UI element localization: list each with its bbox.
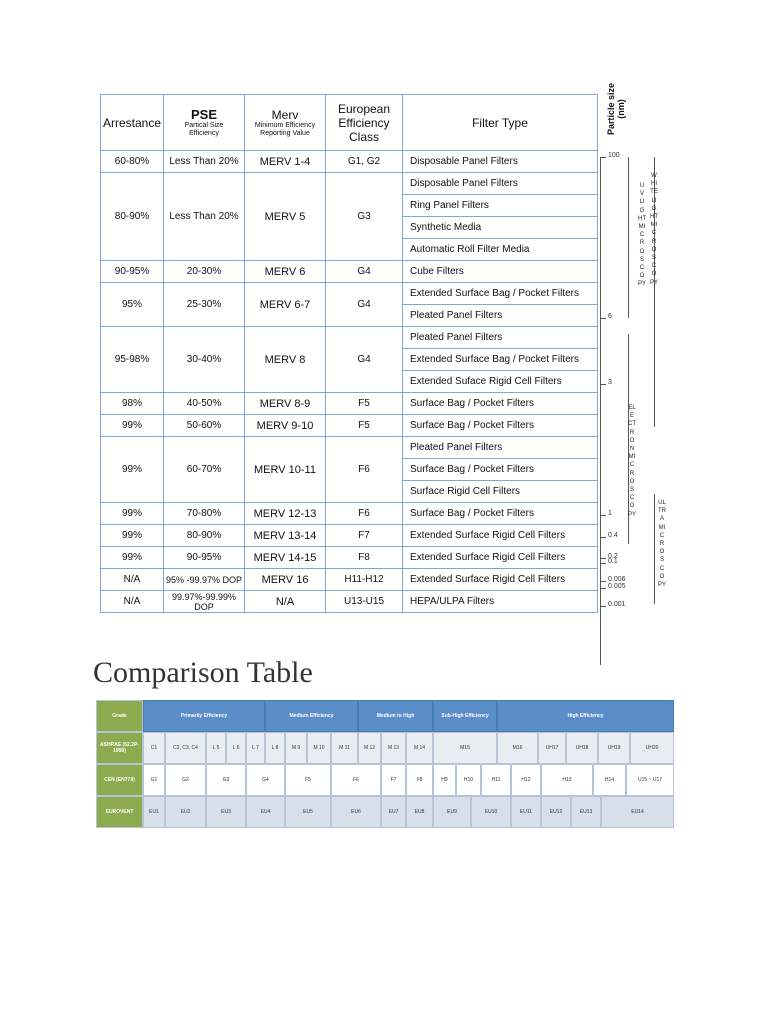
eurovent-cell: EU2: [165, 796, 206, 828]
ashrae-cell: M 9: [285, 732, 307, 764]
table-row: [101, 547, 598, 569]
scale-tick: [600, 581, 606, 582]
cen-cell: H9: [433, 764, 456, 796]
header-filter-type: Filter Type: [403, 95, 598, 151]
scale-tick-label: 0.1: [608, 558, 618, 565]
cell-arrestance: 60-80%: [101, 151, 164, 173]
cen-cell: F8: [406, 764, 433, 796]
table-body: [101, 151, 598, 613]
cell-pse: 90-95%: [164, 547, 245, 569]
eurovent-cell: EU3: [206, 796, 246, 828]
cell-arrestance: 80-90%: [101, 173, 164, 261]
cell-filter-type: Disposable Panel Filters: [403, 151, 598, 173]
cell-euro: F6: [326, 503, 403, 525]
cell-filter-type: Ring Panel Filters: [403, 195, 598, 217]
cell-pse: Less Than 20%: [164, 151, 245, 173]
cell-merv: MERV 8: [245, 327, 326, 393]
cell-merv: MERV 12-13: [245, 503, 326, 525]
cell-pse: 70-80%: [164, 503, 245, 525]
cen-cell: H11: [481, 764, 511, 796]
cell-arrestance: 99%: [101, 547, 164, 569]
cell-merv: N/A: [245, 591, 326, 613]
cell-merv: MERV 14-15: [245, 547, 326, 569]
cell-arrestance: 99%: [101, 525, 164, 547]
cell-pse: 95% -99.97% DOP: [164, 569, 245, 591]
table-row: [101, 283, 598, 305]
cen-cell: G1: [143, 764, 165, 796]
table-row: [101, 173, 598, 195]
scale-tick-label: 6: [608, 313, 612, 320]
cell-euro: U13-U15: [326, 591, 403, 613]
cell-euro: G4: [326, 261, 403, 283]
cell-pse: 80-90%: [164, 525, 245, 547]
ashrae-cell: M16: [497, 732, 538, 764]
ashrae-cell: M 14: [406, 732, 433, 764]
eurovent-cell: EU1: [143, 796, 165, 828]
ashrae-cell: C2, C3, C4: [165, 732, 206, 764]
scale-tick-label: 3: [608, 379, 612, 386]
cell-merv: MERV 9-10: [245, 415, 326, 437]
cell-filter-type: HEPA/ULPA Filters: [403, 591, 598, 613]
cell-pse: 25-30%: [164, 283, 245, 327]
cell-merv: MERV 16: [245, 569, 326, 591]
ashrae-cell: L 8: [265, 732, 285, 764]
table-row: [101, 393, 598, 415]
scale-tick: [600, 558, 606, 559]
cell-merv: MERV 13-14: [245, 525, 326, 547]
cell-pse: 50-60%: [164, 415, 245, 437]
cell-merv: MERV 5: [245, 173, 326, 261]
ultra-microscopy-label: ULTRA MICROSCOPY: [658, 500, 667, 589]
cell-filter-type: Pleated Panel Filters: [403, 305, 598, 327]
cell-euro: F6: [326, 437, 403, 503]
scale-tick-label: 100: [608, 152, 620, 159]
cell-euro: G1, G2: [326, 151, 403, 173]
comparison-table: [96, 700, 674, 828]
ashrae-cell: UH19: [598, 732, 630, 764]
eurovent-cell: EU4: [246, 796, 285, 828]
ashrae-cell: C1: [143, 732, 165, 764]
cen-cell: H13: [541, 764, 593, 796]
cen-cell: U15 ~ U17: [626, 764, 674, 796]
cell-filter-type: Extended Surface Bag / Pocket Filters: [403, 349, 598, 371]
cell-euro: F5: [326, 415, 403, 437]
row-label-ashrae: ASHRAE (52.2P-1999): [96, 732, 143, 764]
cell-filter-type: Extended Suface Rigid Cell Filters: [403, 371, 598, 393]
cell-arrestance: 99%: [101, 415, 164, 437]
cell-pse: 30-40%: [164, 327, 245, 393]
cell-filter-type: Surface Bag / Pocket Filters: [403, 503, 598, 525]
cen-cell: G3: [206, 764, 246, 796]
eurovent-cell: EU6: [331, 796, 381, 828]
cell-arrestance: 90-95%: [101, 261, 164, 283]
table-row: [101, 261, 598, 283]
grade-group-header: Medium to High: [358, 700, 433, 732]
row-label-eurovent: EUROVENT: [96, 796, 143, 828]
cen-cell: H10: [456, 764, 481, 796]
grade-group-header: Primarily Efficiency: [143, 700, 265, 732]
eurovent-cell: EU8: [406, 796, 433, 828]
cell-euro: F5: [326, 393, 403, 415]
cen-cell: F5: [285, 764, 331, 796]
scale-tick: [600, 606, 606, 607]
table-row: [101, 415, 598, 437]
cell-merv: MERV 1-4: [245, 151, 326, 173]
cell-merv: MERV 10-11: [245, 437, 326, 503]
cell-pse: 60-70%: [164, 437, 245, 503]
eurovent-cell: EU12: [541, 796, 571, 828]
eurovent-cell: EU5: [285, 796, 331, 828]
particle-size-scale: [598, 82, 678, 624]
cell-filter-type: Synthetic Media: [403, 217, 598, 239]
scale-tick: [600, 537, 606, 538]
cell-filter-type: Extended Surface Rigid Cell Filters: [403, 525, 598, 547]
ashrae-cell: M15: [433, 732, 497, 764]
uv-light-microscopy-label: UV LIGHT MICROSCOPY: [638, 183, 647, 288]
cell-filter-type: Surface Rigid Cell Filters: [403, 481, 598, 503]
cen-cell: F7: [381, 764, 406, 796]
header-pse: PSE Partical Size Efficiency: [164, 95, 245, 151]
grade-group-header: Medium Efficiency: [265, 700, 358, 732]
cen-cell: G4: [246, 764, 285, 796]
table-row: [101, 327, 598, 349]
cell-pse: 20-30%: [164, 261, 245, 283]
ashrae-cell: UH18: [566, 732, 598, 764]
header-european-class: European Efficiency Class: [326, 95, 403, 151]
cell-filter-type: Automatic Roll Filter Media: [403, 239, 598, 261]
cell-filter-type: Surface Bag / Pocket Filters: [403, 393, 598, 415]
cell-pse: 99.97%-99.99% DOP: [164, 591, 245, 613]
cell-filter-type: Disposable Panel Filters: [403, 173, 598, 195]
ashrae-cell: L 6: [226, 732, 246, 764]
cell-arrestance: N/A: [101, 569, 164, 591]
scale-tick-label: 0.006: [608, 576, 626, 583]
cell-merv: MERV 6: [245, 261, 326, 283]
cell-filter-type: Surface Bag / Pocket Filters: [403, 459, 598, 481]
header-arrestance: Arrestance: [101, 95, 164, 151]
cell-filter-type: Extended Surface Rigid Cell Filters: [403, 547, 598, 569]
cell-filter-type: Cube Filters: [403, 261, 598, 283]
scale-tick: [600, 318, 606, 319]
cell-arrestance: 95%: [101, 283, 164, 327]
ashrae-cell: M 13: [381, 732, 406, 764]
white-light-microscopy-label: WHITE LIGHT MICROSCOPY: [650, 173, 659, 286]
cell-euro: H11-H12: [326, 569, 403, 591]
cen-cell: G2: [165, 764, 206, 796]
grade-group-header: High Efficiency: [497, 700, 674, 732]
ashrae-cell: L 7: [246, 732, 265, 764]
eurovent-cell: EU9: [433, 796, 471, 828]
cell-euro: G3: [326, 173, 403, 261]
cell-euro: F7: [326, 525, 403, 547]
table-row: [101, 525, 598, 547]
ashrae-cell: M 11: [331, 732, 358, 764]
scale-tick-label: 1: [608, 510, 612, 517]
cell-merv: MERV 8-9: [245, 393, 326, 415]
scale-tick-label: 0.001: [608, 601, 626, 608]
cell-arrestance: 95-98%: [101, 327, 164, 393]
header-merv: Merv Minimum Efficiency Reporting Value: [245, 95, 326, 151]
ashrae-cell: UH17: [538, 732, 566, 764]
cen-cell: H14: [593, 764, 626, 796]
scale-tick: [600, 384, 606, 385]
ashrae-cell: UH20: [630, 732, 674, 764]
scale-tick: [600, 588, 606, 589]
table-row: [101, 591, 598, 613]
cell-euro: F8: [326, 547, 403, 569]
cen-cell: F6: [331, 764, 381, 796]
scale-tick: [600, 563, 606, 564]
scale-tick: [600, 157, 606, 158]
uv-range-line: [628, 157, 629, 318]
cell-merv: MERV 6-7: [245, 283, 326, 327]
cell-euro: G4: [326, 327, 403, 393]
scale-tick: [600, 515, 606, 516]
ultra-range-line: [654, 494, 655, 604]
eurovent-cell: EU13: [571, 796, 601, 828]
table-header-row: [101, 95, 598, 151]
cell-filter-type: Pleated Panel Filters: [403, 437, 598, 459]
scale-tick-label: 0.2: [608, 553, 618, 560]
grade-group-header: Sub-High Efficiency: [433, 700, 497, 732]
eurovent-cell: EU7: [381, 796, 406, 828]
cell-arrestance: 99%: [101, 437, 164, 503]
table-row: [101, 503, 598, 525]
row-label-grade: Grade: [96, 700, 143, 732]
eurovent-cell: EU10: [471, 796, 511, 828]
eurovent-cell: EU14: [601, 796, 674, 828]
cell-filter-type: Pleated Panel Filters: [403, 327, 598, 349]
ashrae-cell: M 10: [307, 732, 331, 764]
cell-pse: 40-50%: [164, 393, 245, 415]
table-row: [101, 437, 598, 459]
scale-tick-label: 0.4: [608, 532, 618, 539]
cell-pse: Less Than 20%: [164, 173, 245, 261]
cell-filter-type: Extended Surface Bag / Pocket Filters: [403, 283, 598, 305]
cell-arrestance: 98%: [101, 393, 164, 415]
ashrae-cell: L 5: [206, 732, 226, 764]
cen-cell: H12: [511, 764, 541, 796]
scale-title: Particle size (nm): [606, 82, 626, 136]
cell-arrestance: 99%: [101, 503, 164, 525]
electron-microscopy-label: ELECTRON MICROSCOPY: [628, 405, 637, 518]
filter-classification-table: [100, 94, 598, 613]
table-row: [101, 151, 598, 173]
row-label-cen: CEN (EN779): [96, 764, 143, 796]
cell-arrestance: N/A: [101, 591, 164, 613]
ashrae-cell: M 12: [358, 732, 381, 764]
cell-filter-type: Surface Bag / Pocket Filters: [403, 415, 598, 437]
cell-filter-type: Extended Surface Rigid Cell Filters: [403, 569, 598, 591]
eurovent-cell: EU11: [511, 796, 541, 828]
scale-tick-label: 0.005: [608, 583, 626, 590]
comparison-table-heading: Comparison Table: [93, 656, 313, 689]
cell-euro: G4: [326, 283, 403, 327]
table-row: [101, 569, 598, 591]
